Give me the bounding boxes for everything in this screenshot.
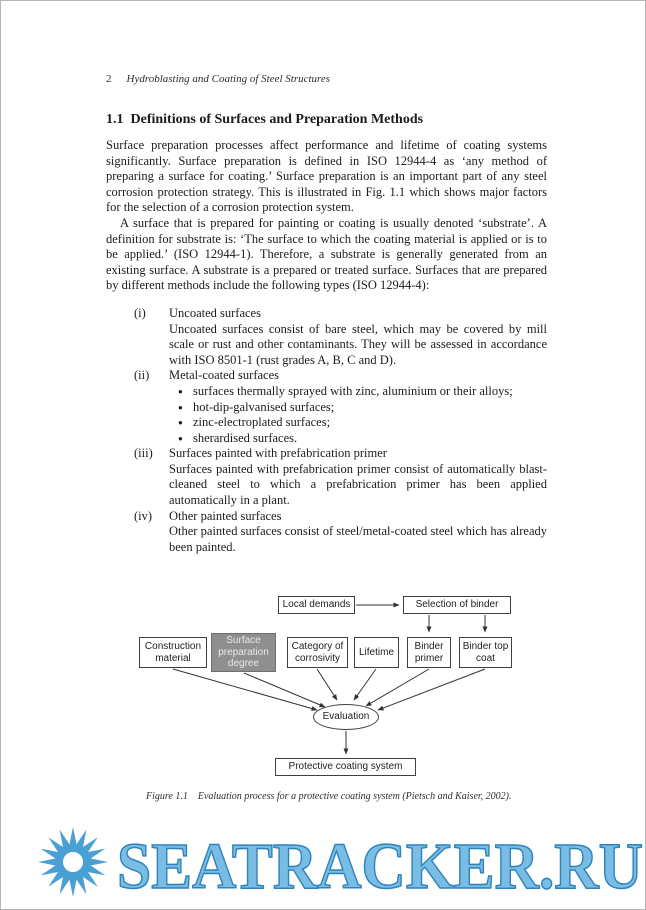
list-item-title: Other painted surfaces bbox=[169, 508, 282, 523]
watermark-text: SEATRACKER.RU bbox=[117, 830, 643, 903]
body-text bbox=[106, 138, 547, 555]
running-head bbox=[106, 73, 547, 85]
flowchart-node-local-demands: Local demands bbox=[278, 596, 355, 614]
bullet-text: surfaces thermally sprayed with zinc, aluminium or their alloys; bbox=[193, 383, 513, 398]
flowchart-node-binder-top-coat: Binder top coat bbox=[459, 637, 512, 668]
bullet-item bbox=[169, 400, 547, 416]
list-item bbox=[106, 368, 547, 446]
bullet-icon: ● bbox=[178, 433, 183, 443]
bullet-item bbox=[169, 415, 547, 431]
list-item-title: Surfaces painted with prefabrication primer bbox=[169, 446, 387, 461]
section-heading: 1.1 Definitions of Surfaces and Preparation Methods bbox=[106, 112, 424, 127]
flowchart-node-selection-of-binder: Selection of binder bbox=[403, 596, 511, 614]
sun-icon bbox=[38, 827, 108, 897]
bullet-icon: ● bbox=[178, 386, 183, 396]
page-number: 2 bbox=[106, 73, 112, 85]
figure-flowchart bbox=[1, 589, 646, 784]
paragraph: A surface that is prepared for painting or coating is usually denoted ‘substrate’. A definition for substrate is: ‘The surface to which the coating material is applied or is to be applied.’ (ISO 12944-1). Therefore, a substrate is generally generated from an existing surface. A substrate is a prepared or treated surface. Surfaces that are prepared by different methods include the following types (ISO 12944-4): bbox=[106, 215, 547, 293]
flowchart-node-surface-preparation-degree: Surface preparation degree bbox=[211, 633, 276, 672]
running-title: Hydroblasting and Coating of Steel Structures bbox=[126, 73, 331, 85]
paragraph: Surface preparation processes affect performance and lifetime of coating systems significantly. Surface preparation is defined in ISO 12944-4 as ‘any method of preparing a surface for coating.’ Surface preparation is an important part of any steel corrosion protection strategy. This is illustrated in Fig. 1.1 which shows major factors for the selection of a corrosion protection system. bbox=[106, 138, 547, 215]
bullet-text: sherardised surfaces. bbox=[193, 430, 298, 445]
flowchart-node-lifetime: Lifetime bbox=[354, 637, 399, 668]
flowchart-node-binder-primer: Binder primer bbox=[407, 637, 451, 668]
figure-caption: Figure 1.1 Evaluation process for a protective coating system (Pietsch and Kaiser, 2002). bbox=[146, 791, 512, 802]
bullet-item bbox=[169, 431, 547, 447]
bullet-text: hot-dip-galvanised surfaces; bbox=[193, 399, 335, 414]
list-item-marker: (ii) bbox=[134, 368, 150, 383]
flowchart-node-category-of-corrosivity: Category of corrosivity bbox=[287, 637, 348, 668]
list-item-body: Other painted surfaces consist of steel/metal-coated steel which has already been painted. bbox=[169, 524, 547, 554]
list-item bbox=[106, 509, 547, 556]
list-item-marker: (i) bbox=[134, 305, 146, 320]
flowchart-arrows bbox=[1, 589, 646, 784]
list-item-title: Metal-coated surfaces bbox=[169, 368, 280, 383]
list-item-marker: (iv) bbox=[134, 508, 153, 523]
list-item-title: Uncoated surfaces bbox=[169, 305, 261, 320]
list-item bbox=[106, 446, 547, 508]
list-item-body: Uncoated surfaces consist of bare steel, which may be covered by mill scale or rust and other contaminants. They will be assessed in accordance with ISO 8501-1 (rust grades A, B, C and D). bbox=[169, 321, 547, 367]
bullet-text: zinc-electroplated surfaces; bbox=[193, 415, 331, 430]
list-item bbox=[106, 306, 547, 368]
surface-types-list bbox=[106, 306, 547, 556]
bullet-icon: ● bbox=[178, 418, 183, 428]
flowchart-node-evaluation: Evaluation bbox=[313, 704, 379, 730]
bullet-item bbox=[169, 384, 547, 400]
flowchart-node-construction-material: Construction material bbox=[139, 637, 207, 668]
bullet-icon: ● bbox=[178, 402, 183, 412]
list-item-body: Surfaces painted with prefabrication primer consist of automatically blast-cleaned steel to which a prefabrication primer has been applied automatically in a plant. bbox=[169, 461, 547, 508]
watermark bbox=[1, 821, 646, 910]
list-item-marker: (iii) bbox=[134, 446, 153, 461]
flowchart-node-protective-coating-system: Protective coating system bbox=[275, 758, 416, 776]
